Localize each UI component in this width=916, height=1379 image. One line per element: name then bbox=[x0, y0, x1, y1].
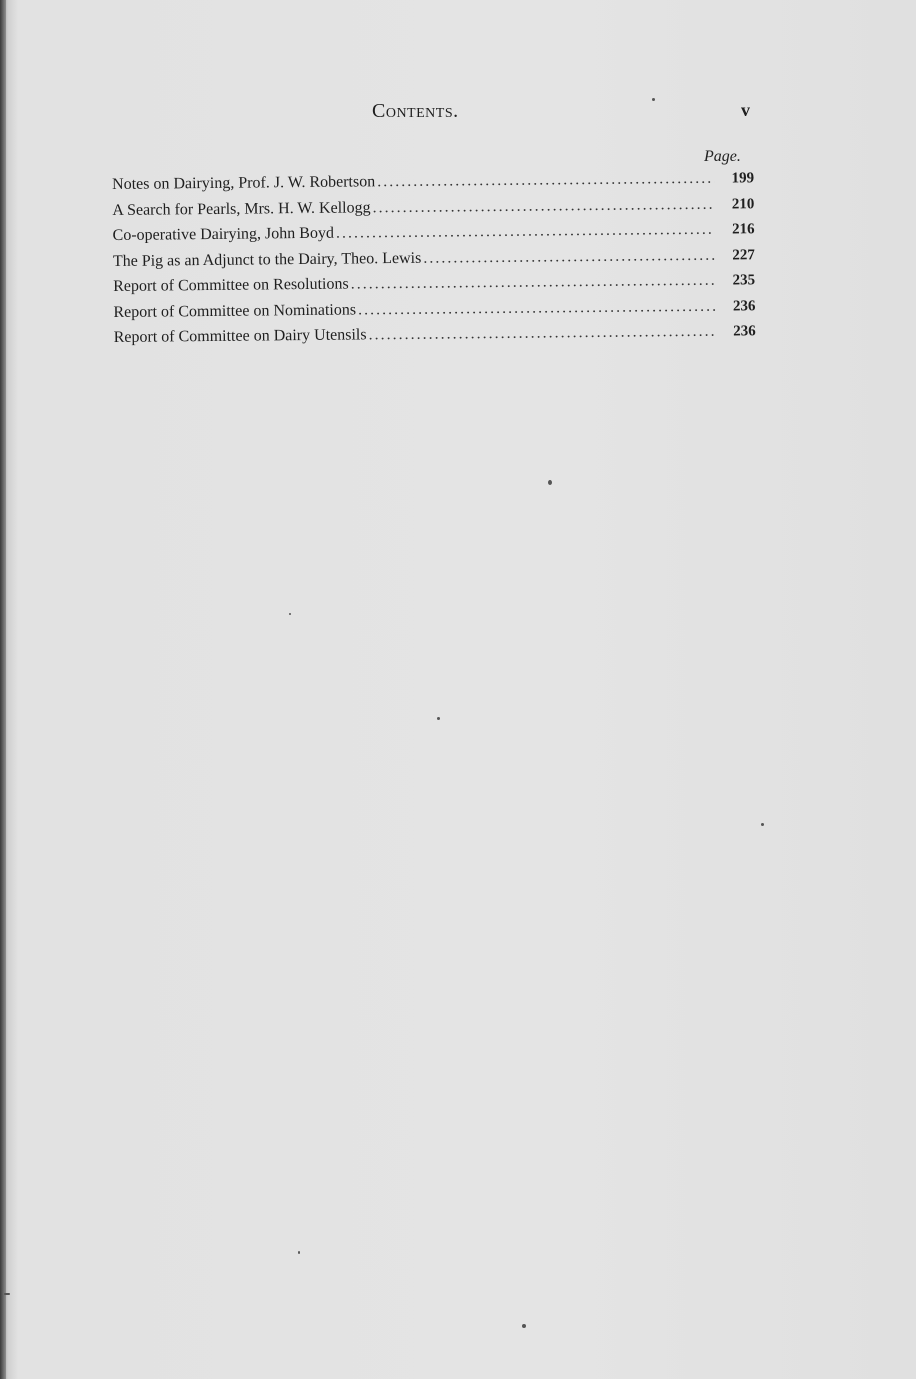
paper-speck bbox=[289, 613, 291, 615]
dot-leader bbox=[377, 170, 714, 192]
page-number: v bbox=[741, 100, 750, 120]
dot-leader bbox=[358, 297, 716, 319]
toc-entry-page: 199 bbox=[731, 170, 755, 187]
dot-leader bbox=[368, 323, 715, 345]
paper-speck bbox=[298, 1251, 300, 1254]
page-title: Contents. bbox=[372, 100, 459, 122]
table-of-contents bbox=[112, 169, 756, 354]
toc-entry-title: A Search for Pearls, Mrs. H. W. Kellogg bbox=[112, 198, 371, 219]
toc-entry-page: 216 bbox=[732, 221, 755, 238]
toc-entry-page: 236 bbox=[732, 297, 756, 315]
paper-speck bbox=[652, 98, 655, 101]
toc-entry-page: 210 bbox=[731, 195, 755, 213]
dot-leader bbox=[423, 246, 715, 267]
toc-entry-title: Co-operative Dairying, John Boyd bbox=[112, 224, 334, 244]
toc-entry-title: Notes on Dairying, Prof. J. W. Robertson bbox=[112, 173, 376, 193]
toc-entry-title: Report of Committee on Dairy Utensils bbox=[113, 326, 367, 346]
page-column-heading: Page. bbox=[704, 148, 741, 165]
toc-entry-title: Report of Committee on Nominations bbox=[113, 300, 357, 321]
page-header bbox=[100, 100, 760, 130]
toc-entry-page: 235 bbox=[732, 272, 756, 289]
dot-leader bbox=[372, 195, 714, 217]
paper-speck bbox=[761, 823, 764, 826]
paper-speck bbox=[548, 480, 552, 485]
dot-leader bbox=[336, 221, 715, 243]
toc-entry-title: Report of Committee on Resolutions bbox=[113, 275, 349, 295]
paper-speck bbox=[522, 1324, 526, 1328]
dot-leader bbox=[351, 272, 716, 294]
toc-entry-page: 236 bbox=[733, 323, 756, 340]
toc-entry-page: 227 bbox=[732, 246, 755, 264]
toc-entry bbox=[114, 322, 756, 354]
binding-edge bbox=[0, 0, 6, 1379]
paper-speck bbox=[437, 717, 440, 720]
toc-entry-title: The Pig as an Adjunct to the Dairy, Theo. Lewis bbox=[112, 249, 422, 270]
paper-speck bbox=[4, 1293, 10, 1295]
